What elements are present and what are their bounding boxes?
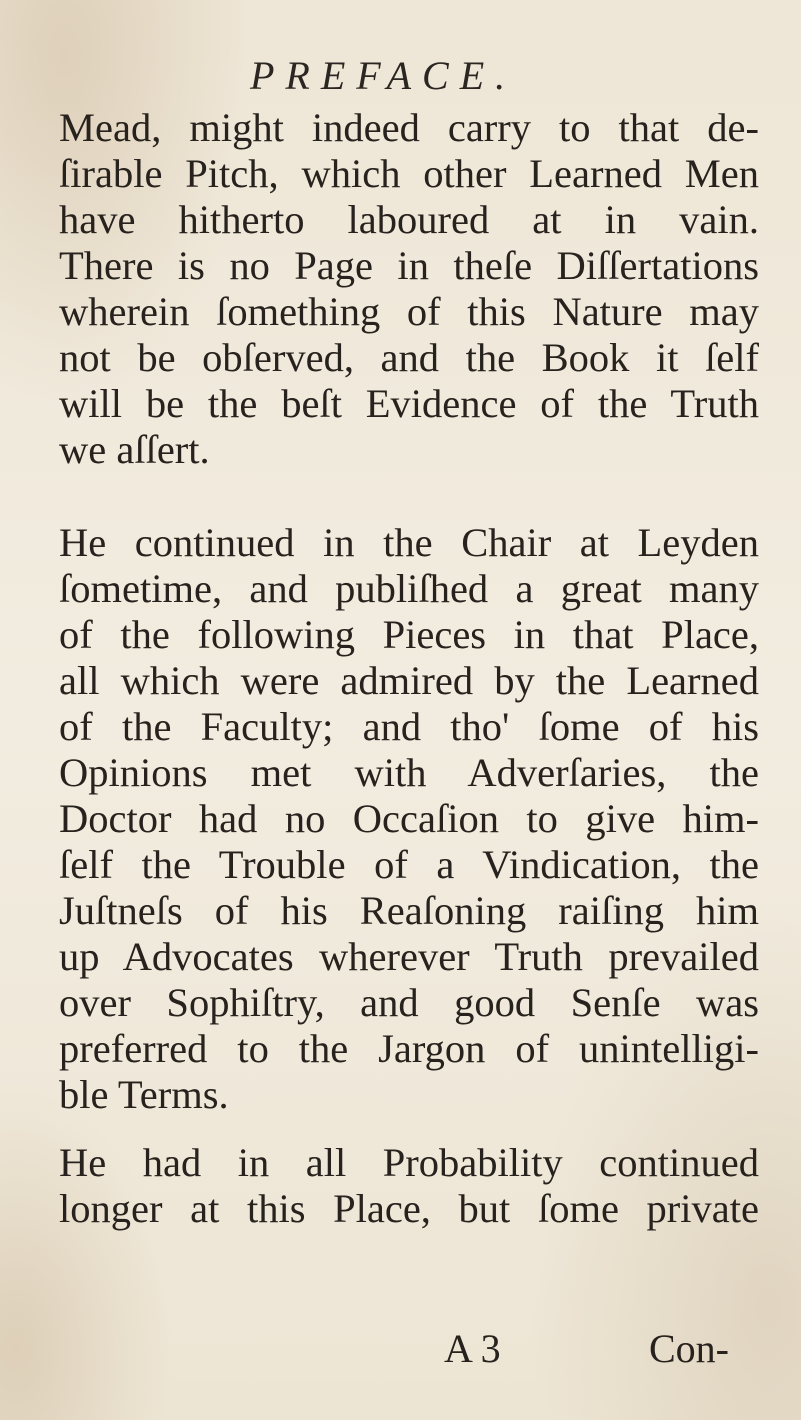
text-line: of the Faculty; and tho' ſome of his <box>59 704 759 749</box>
text-line: have hitherto laboured at in vain. <box>59 197 759 242</box>
text-line: ſometime, and publiſhed a great many <box>59 566 759 611</box>
text-line: Juſtneſs of his Reaſoning raiſing him <box>59 888 759 933</box>
running-head: PREFACE. <box>250 53 517 98</box>
text-line: not be obſerved, and the Book it ſelf <box>59 335 759 380</box>
catchword: Con- <box>649 1326 729 1371</box>
signature-mark: A 3 <box>444 1326 501 1371</box>
text-line: There is no Page in theſe Diſſertations <box>59 243 759 288</box>
text-line: ſirable Pitch, which other Learned Men <box>59 151 759 196</box>
text-line: longer at this Place, but ſome private <box>59 1186 759 1231</box>
paragraph-2 <box>59 520 759 1118</box>
text-line: will be the beſt Evidence of the Truth <box>59 381 759 426</box>
text-line: He had in all Probability continued <box>59 1140 759 1185</box>
text-line: ſelf the Trouble of a Vindication, the <box>59 842 759 887</box>
text-line: wherein ſomething of this Nature may <box>59 289 759 334</box>
paragraph-1 <box>59 105 759 473</box>
text-line: Opinions met with Adverſaries, the <box>59 750 759 795</box>
text-line: of the following Pieces in that Place, <box>59 612 759 657</box>
text-line: all which were admired by the Learned <box>59 658 759 703</box>
text-line: preferred to the Jargon of unintelligi- <box>59 1026 759 1071</box>
text-line: ble Terms. <box>59 1072 229 1117</box>
paragraph-3 <box>59 1140 759 1232</box>
text-line: over Sophiſtry, and good Senſe was <box>59 980 759 1025</box>
text-line: up Advocates wherever Truth prevailed <box>59 934 759 979</box>
text-line: we aſſert. <box>59 427 210 472</box>
text-line: Doctor had no Occaſion to give him- <box>59 796 759 841</box>
text-line: He continued in the Chair at Leyden <box>59 520 759 565</box>
text-line: Mead, might indeed carry to that de- <box>59 105 759 150</box>
